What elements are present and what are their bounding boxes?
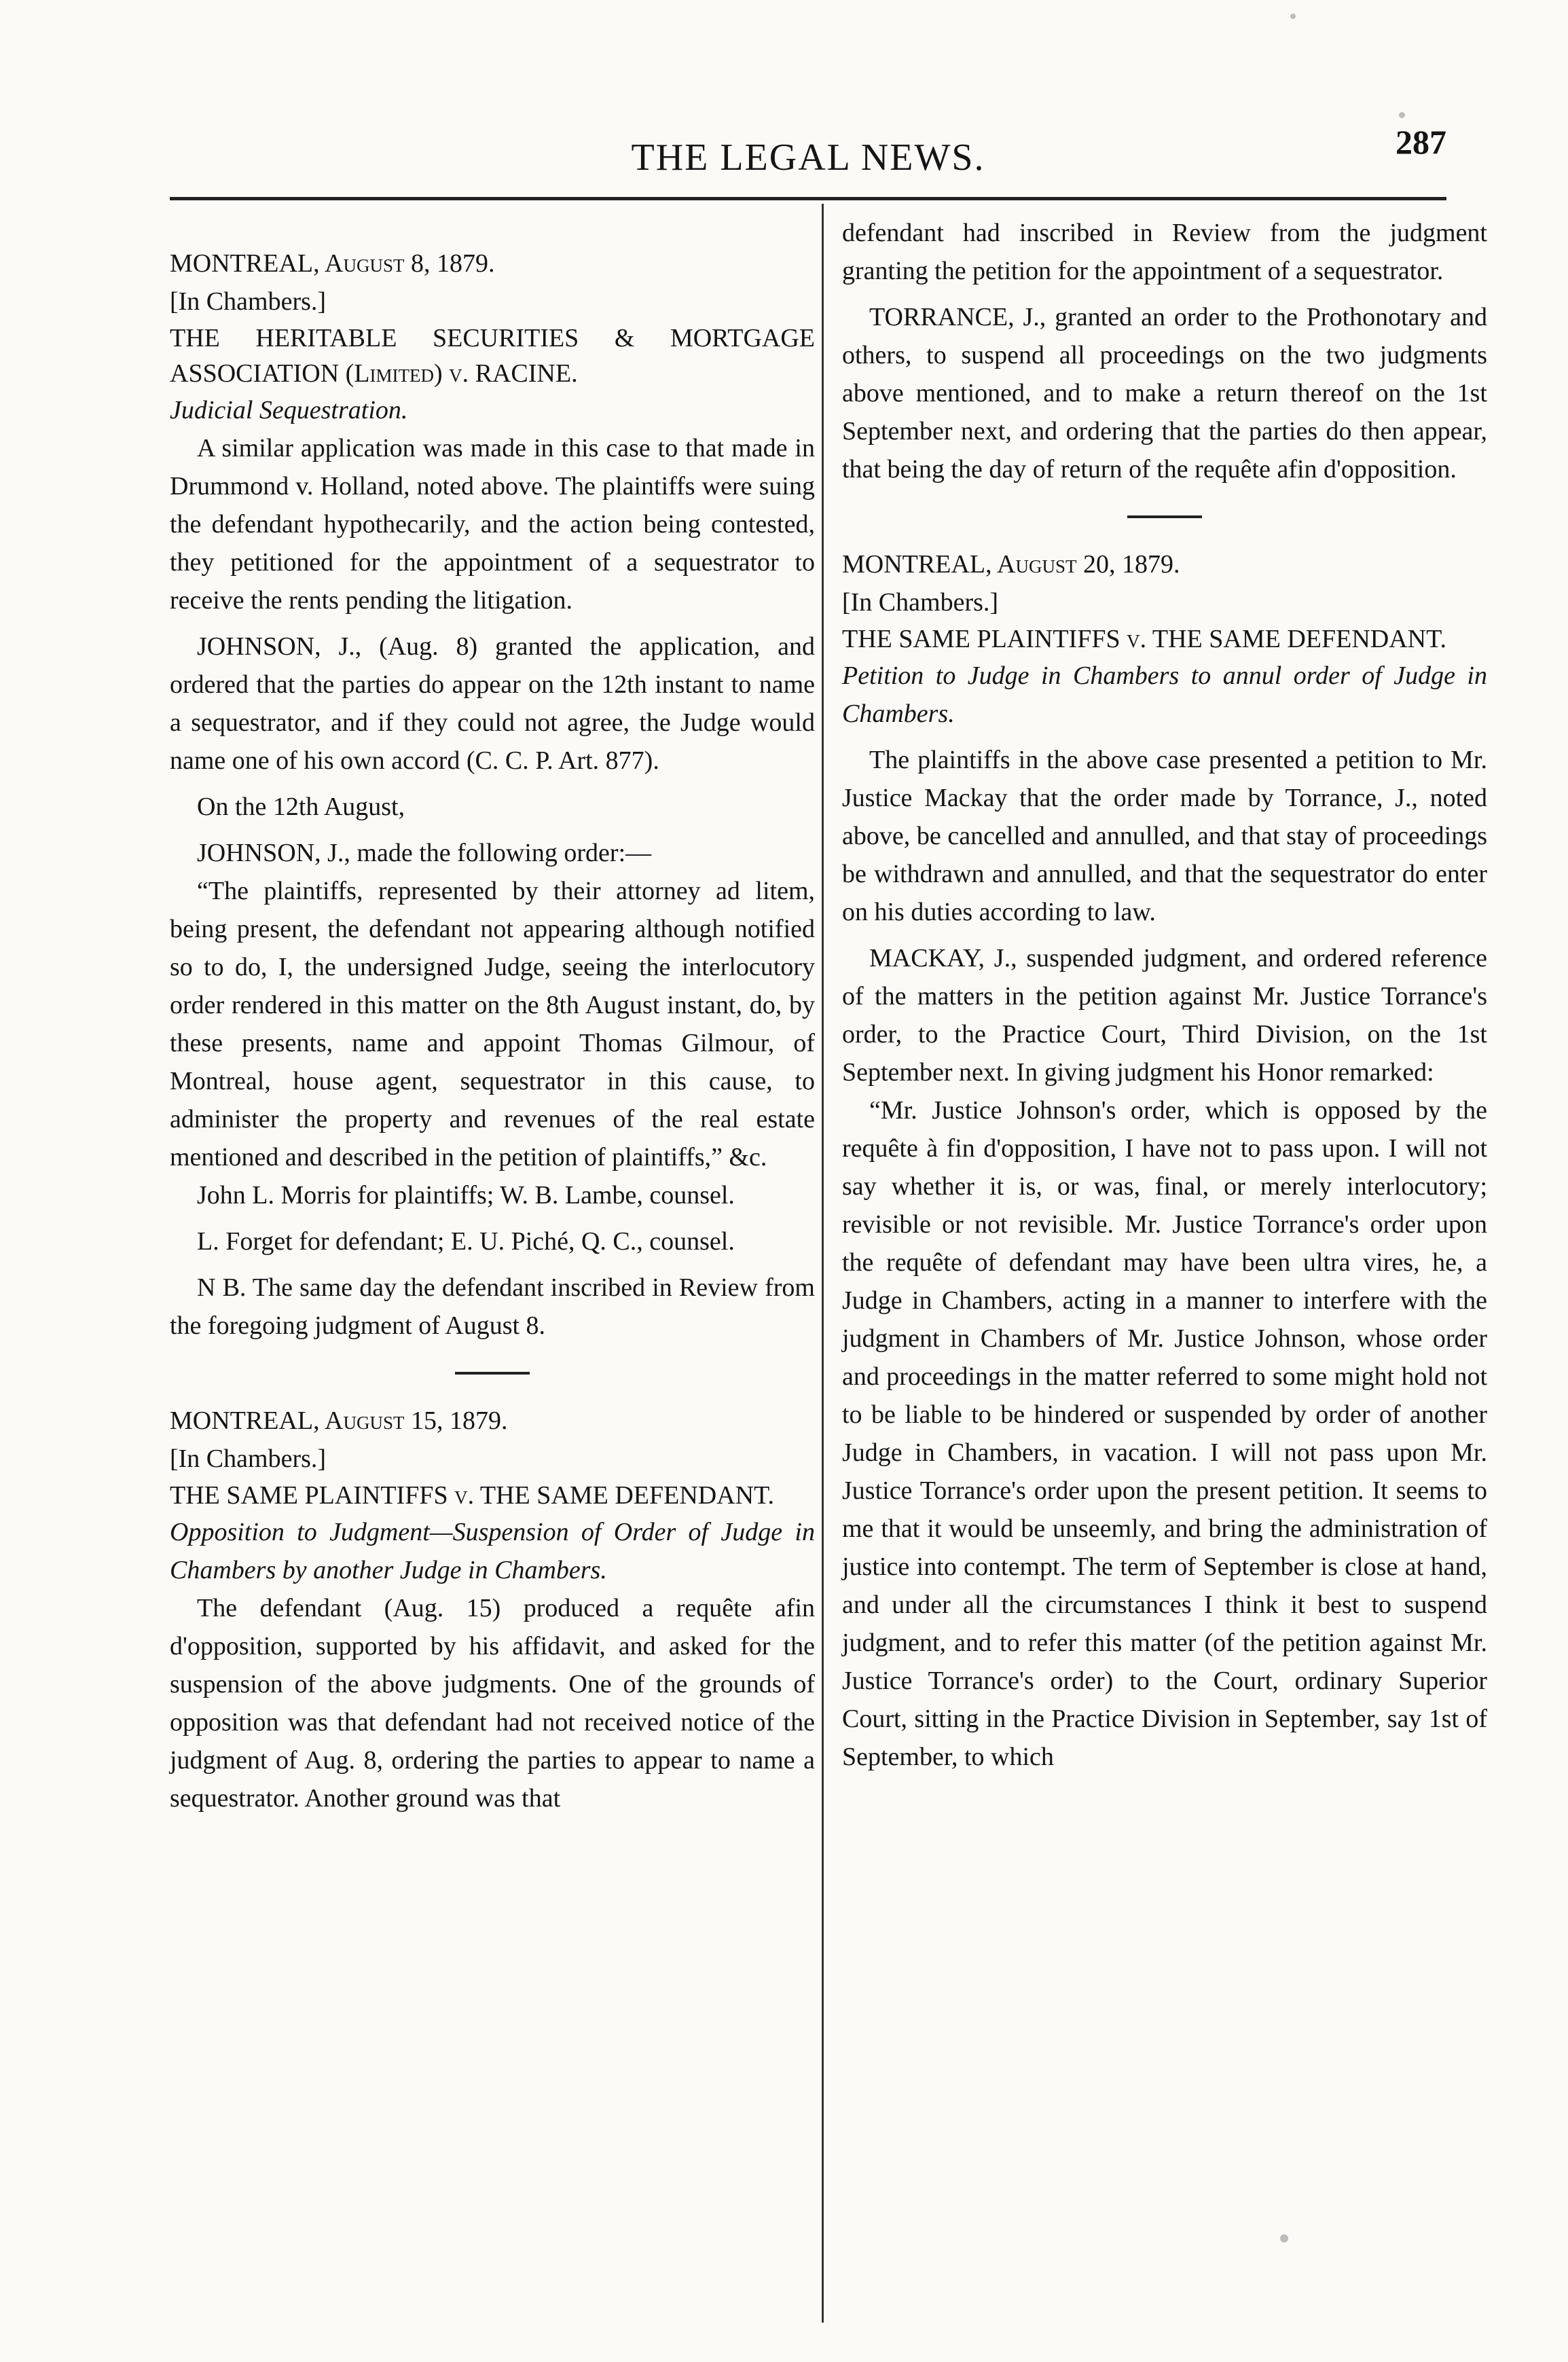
case1-paragraph: A similar application was made in this case to that made in Drummond v. Holland, noted above. The plaintiffs were suing the defendant hypothecarily, and the action being contested, they petitioned for the appointment of a sequestrator to receive the rents pending the litigation.: [170, 434, 815, 615]
case2-paragraph: TORRANCE, J., granted an order to the Prothonotary and others, to suspend all proceedings on the two judgments above mentioned, and to make a return thereof on the 1st September next, and ordering that the parties do then appear, that being the day of return of the requête afin d'opposition.: [842, 303, 1487, 484]
case3-quote: “Mr. Justice Johnson's order, which is opposed by the requête à fin d'opposition, I have not to pass upon. I will not say whether it is, or was, final, or merely interlocutory; revisible or not revisible. Mr. Justice Torrance's order upon the requête of defendant may have been ultra vires, he, a Judge in Chambers, acting in a manner to interfere with the judgment in Chambers of Mr. Justice Johnson, whose order and proceedings in the matter referred to some might hold not to be liable to be hindered or suspended by order of another Judge in Chambers, in vacation. I will not pass upon Mr. Justice Torrance's order upon the present petition. It seems to me that it would be unseemly, and bring the administration of justice into contempt. The term of September is close at hand, and under all the circumstances I think it best to suspend judgment, and to refer this matter (of the petition against Mr. Justice Torrance's order) to the Court, ordinary Superior Court, sitting in the Practice Division in September, say 1st of September, to which: [842, 1096, 1487, 1771]
case3-paragraph: The plaintiffs in the above case presented a petition to Mr. Justice Mackay that the order made by Torrance, J., noted above, be cancelled and annulled, and that stay of proceedings be withdrawn and annulled, and that the sequestrator do enter on his duties according to law.: [842, 746, 1487, 926]
scan-speck: [1290, 14, 1296, 19]
section-divider: [455, 1372, 530, 1375]
case2-chambers: [In Chambers.]: [170, 1445, 327, 1473]
case1-paragraph: On the 12th August,: [197, 793, 405, 821]
case1-paragraph: JOHNSON, J., made the following order:—: [197, 839, 652, 867]
case1-note: N B. The same day the defendant inscribed in Review from the foregoing judgment of August 8.: [170, 1273, 815, 1340]
running-title: THE LEGAL NEWS.: [631, 137, 985, 179]
case1-counsel-defendant: L. Forget for defendant; E. U. Piché, Q. C., counsel.: [197, 1227, 735, 1256]
case2-dateline: MONTREAL, August 15, 1879.: [170, 1406, 508, 1435]
case2-subject: Opposition to Judgment—Suspension of Order of Judge in Chambers by another Judge in Chambers.: [170, 1518, 815, 1584]
case3-dateline: MONTREAL, August 20, 1879.: [842, 550, 1180, 579]
page-header: [170, 122, 1446, 197]
case1-paragraph: JOHNSON, J., (Aug. 8) granted the application, and ordered that the parties do appear on the 12th instant to name a sequestrator, and if they could not agree, the Judge would name one of his own accord (C. C. P. Art. 877).: [170, 632, 815, 775]
case1-dateline: MONTREAL, August 8, 1879.: [170, 249, 495, 278]
scan-speck: [1399, 112, 1405, 118]
case3-subject: Petition to Judge in Chambers to annul order of Judge in Chambers.: [842, 661, 1487, 728]
right-column: [842, 214, 1487, 1776]
page-number: 287: [1396, 123, 1446, 161]
case2-paragraph: The defendant (Aug. 15) produced a requête afin d'opposition, supported by his affidavit, and asked for the suspension of the above judgments. One of the grounds of opposition was that defendant had not received notice of the judgment of Aug. 8, ordering the parties to appear to name a sequestrator. Another ground was that: [170, 1594, 815, 1813]
section-divider: [1127, 515, 1202, 518]
column-divider: [822, 204, 824, 2323]
case3-chambers: [In Chambers.]: [842, 588, 999, 617]
case1-subject: Judicial Sequestration.: [170, 396, 408, 424]
left-column: [170, 244, 815, 1817]
case1-title: THE HERITABLE SECURITIES & MORTGAGE ASSOCIATION (Limited) v. RACINE.: [170, 324, 815, 388]
case1-chambers: [In Chambers.]: [170, 287, 327, 316]
case2-continued: defendant had inscribed in Review from the judgment granting the petition for the appointment of a sequestrator.: [842, 219, 1487, 285]
case3-title: THE SAME PLAINTIFFS v. THE SAME DEFENDANT.: [842, 625, 1447, 653]
case2-title: THE SAME PLAINTIFFS v. THE SAME DEFENDANT.: [170, 1481, 775, 1510]
case1-order-text: “The plaintiffs, represented by their attorney ad litem, being present, the defendant not appearing although notified so to do, I, the undersigned Judge, seeing the interlocutory order rendered in this matter on the 8th August instant, do, by these presents, name and appoint Thomas Gilmour, of Montreal, house agent, sequestrator in this cause, to administer the property and revenues of the real estate mentioned and described in the petition of plaintiffs,” &c.: [170, 877, 815, 1171]
header-rule: [170, 197, 1446, 200]
case3-paragraph: MACKAY, J., suspended judgment, and ordered reference of the matters in the petition against Mr. Justice Torrance's order, to the Practice Court, Third Division, on the 1st September next. In giving judgment his Honor remarked:: [842, 944, 1487, 1087]
case1-counsel-plaintiffs: John L. Morris for plaintiffs; W. B. Lambe, counsel.: [197, 1181, 735, 1210]
scan-speck: [1280, 2234, 1288, 2242]
